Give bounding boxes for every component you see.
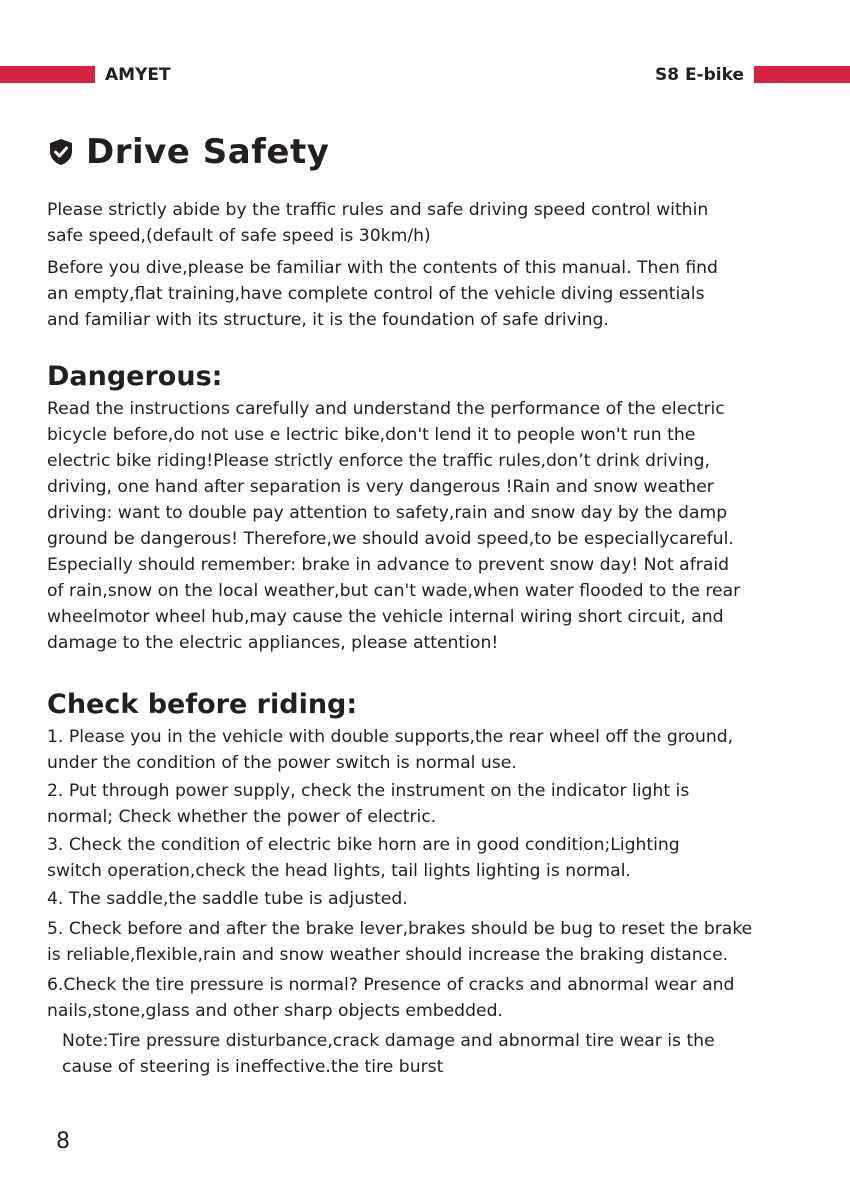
title-row	[48, 130, 329, 174]
tire-note: Note:Tire pressure disturbance,crack damage and abnormal tire wear is the cause of steering is ineffective.the tire burst	[62, 1031, 715, 1077]
header-accent-bar-right	[754, 66, 850, 83]
brand-name: AMYET	[105, 65, 171, 85]
check-item-2: 2. Put through power supply, check the instrument on the indicator light is normal; Check whether the power of electric.	[47, 781, 690, 827]
dangerous-heading: Dangerous:	[47, 361, 223, 392]
dangerous-paragraph: Read the instructions carefully and understand the performance of the electric bicycle before,do not use e lectric bike,don't lend it to people won't run the electric bike riding!Please strictly enforce the traffic rules,don’t drink driving, driving, one hand after separation is very dangerous !Rain and snow weather driving: want to double pay attention to safety,rain and snow day by the damp ground be dangerous! Therefore,we should avoid speed,to be especiallycareful. Especially should remember: brake in advance to prevent snow day! Not afraid of rain,snow on the local weather,but can't wade,when water flooded to the rear wheelmotor wheel hub,may cause the vehicle internal wiring short circuit, and damage to the electric appliances, please attention!	[47, 399, 741, 653]
intro-paragraph-1: Please strictly abide by the traffic rules and safe driving speed control within safe speed,(default of safe speed is 30km/h)	[47, 200, 709, 246]
dangerous-section	[47, 360, 817, 656]
intro-section	[47, 197, 817, 333]
check-heading: Check before riding:	[47, 689, 358, 720]
intro-paragraph-2: Before you dive,please be familiar with the contents of this manual. Then find an empty,flat training,have complete control of the vehicle diving essentials and familiar with its structure, it is the foundation of safe driving.	[47, 258, 718, 330]
check-item-6: 6.Check the tire pressure is normal? Presence of cracks and abnormal wear and nails,stone,glass and other sharp objects embedded.	[47, 975, 735, 1021]
page-number: 8	[56, 1129, 70, 1154]
model-name: S8 E-bike	[654, 65, 744, 85]
check-item-1: 1. Please you in the vehicle with double supports,the rear wheel off the ground, under the condition of the power switch is normal use.	[47, 727, 734, 773]
page-title: Drive Safety	[86, 132, 330, 172]
check-item-4: 4. The saddle,the saddle tube is adjusted.	[47, 889, 408, 909]
check-section	[47, 688, 817, 1080]
check-list	[47, 724, 817, 1024]
check-item-3: 3. Check the condition of electric bike horn are in good condition;Lighting switch operation,check the head lights, tail lights lighting is normal.	[47, 835, 680, 881]
header-accent-bar-left	[0, 66, 95, 83]
shield-check-icon	[48, 138, 74, 166]
check-item-5: 5. Check before and after the brake lever,brakes should be bug to reset the brake is reliable,flexible,rain and snow weather should increase the braking distance.	[47, 919, 753, 965]
